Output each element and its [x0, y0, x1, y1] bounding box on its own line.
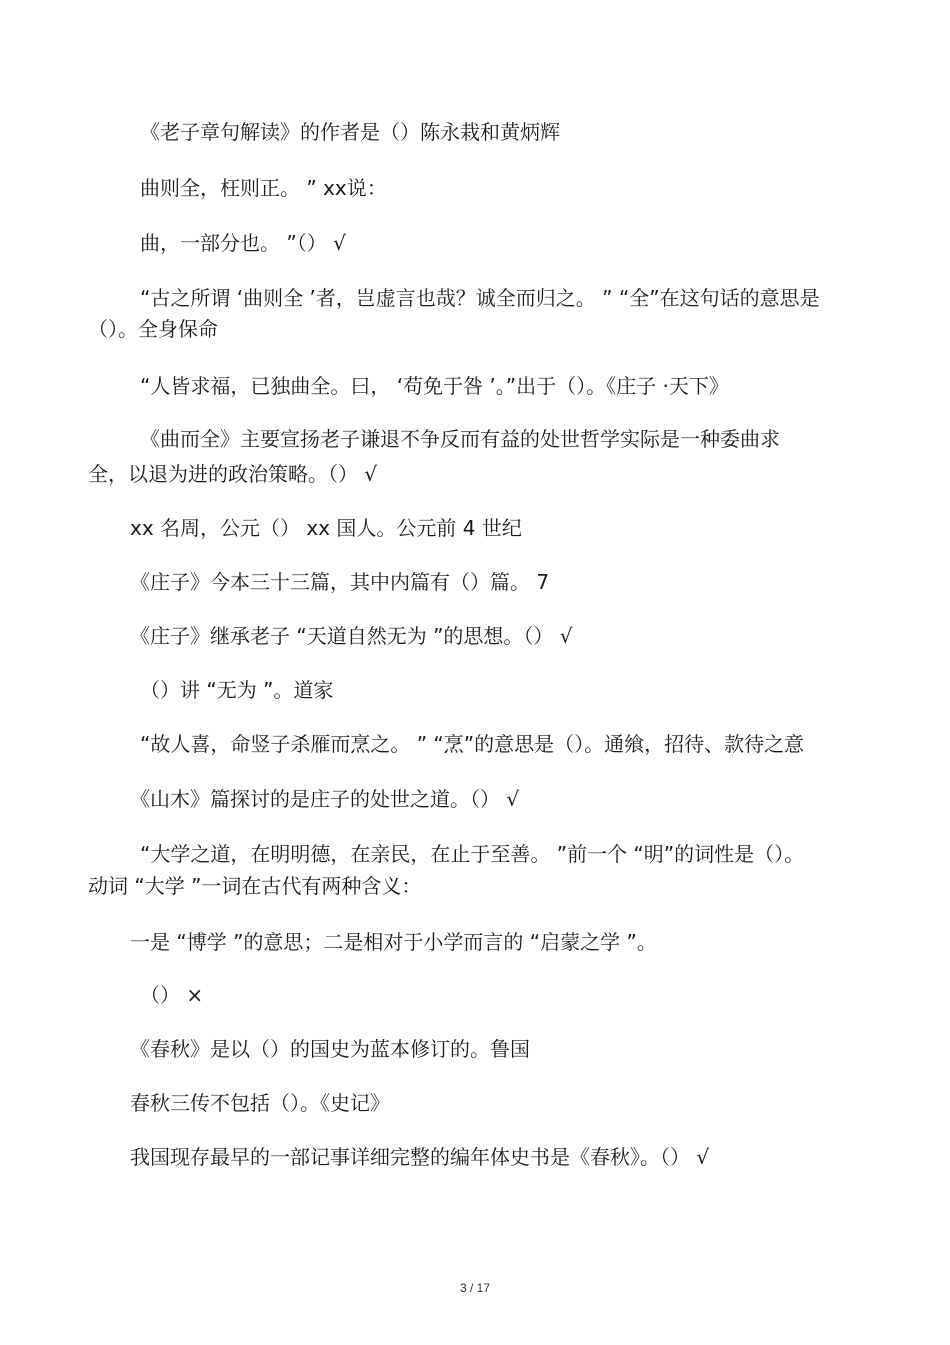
text-line: “故人喜，命竖子杀雁而烹之。 ” “烹”的意思是（）。通飨，招待、款待之意: [140, 732, 805, 756]
text-line: 《庄子》今本三十三篇，其中内篇有（）篇。 7: [130, 570, 550, 594]
text-line: 春秋三传不包括（）。《史记》: [130, 1091, 390, 1115]
text-line: 《春秋》是以（）的国史为蓝本修订的。鲁国: [130, 1037, 530, 1061]
text-line: （） ×: [140, 983, 204, 1007]
text-line: （）。全身保命: [88, 317, 218, 341]
text-line: xx 名周，公元（） xx 国人。公元前 4 世纪: [130, 516, 522, 540]
text-line: “大学之道，在明明德，在亲民，在止于至善。 ”前一个 “明”的词性是（）。: [140, 842, 805, 866]
text-line: 曲，一部分也。 ”（） √: [140, 231, 346, 255]
text-line: 《山木》篇探讨的是庄子的处世之道。（） √: [130, 787, 520, 811]
text-line: 一是 “博学 ”的意思；二是相对于小学而言的 “启蒙之学 ”。: [130, 930, 657, 954]
text-line: （）讲 “无为 ”。道家: [140, 678, 334, 702]
text-line: 全，以退为进的政治策略。（） √: [88, 462, 378, 486]
text-line: 《老子章句解读》的作者是（）陈永栽和黄炳辉: [140, 120, 560, 144]
text-line: 动词 “大学 ”一词在古代有两种含义：: [88, 874, 422, 898]
text-line: 曲则全，枉则正。 ” xx说：: [140, 176, 387, 200]
text-line: “人皆求福，已独曲全。曰， ‘苟免于咎 ’。”出于（）。《庄子 ·天下》: [140, 374, 729, 398]
text-line: 《曲而全》主要宣扬老子谦退不争反而有益的处世哲学实际是一种委曲求: [140, 427, 780, 451]
text-line: “古之所谓 ‘曲则全 ’者，岂虚言也哉？诚全而归之。 ” “全”在这句话的意思是: [140, 286, 820, 310]
text-line: 我国现存最早的一部记事详细完整的编年体史书是《春秋》。（） √: [130, 1145, 710, 1169]
page-number: 3 / 17: [459, 1281, 491, 1295]
text-line: 《庄子》继承老子 “天道自然无为 ”的思想。（） √: [130, 624, 573, 648]
